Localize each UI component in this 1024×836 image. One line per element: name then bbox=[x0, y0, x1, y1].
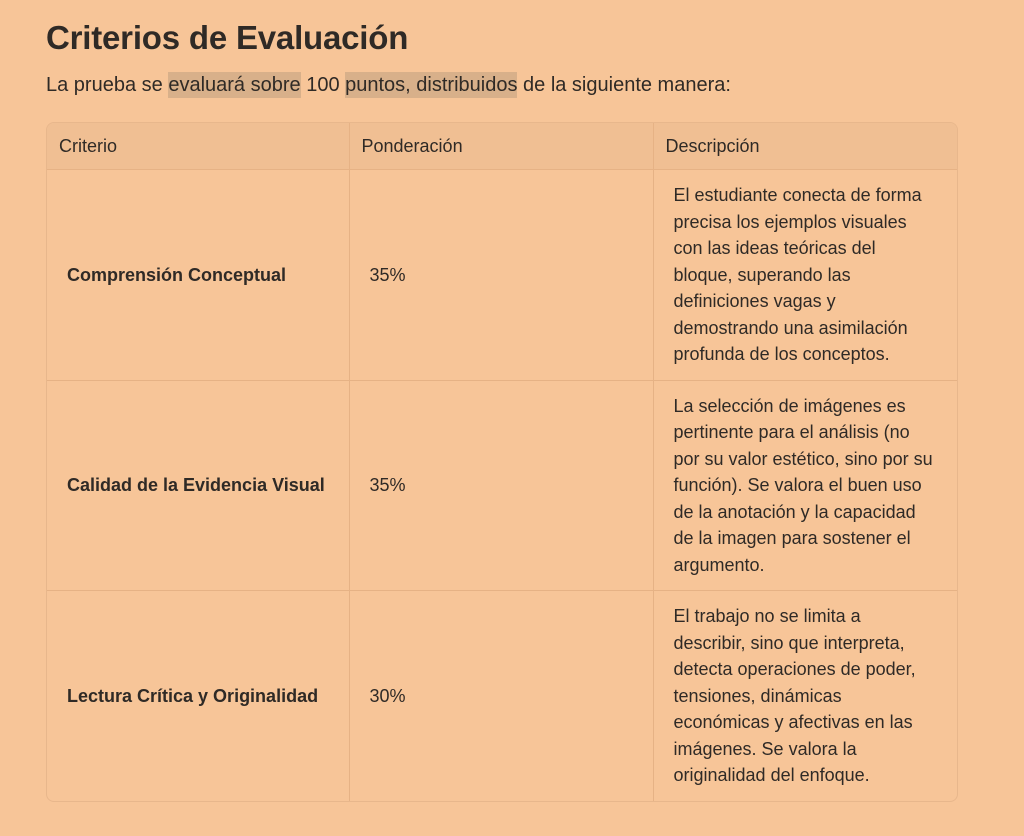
table-row bbox=[47, 380, 957, 591]
ponderacion-cell: 35% bbox=[349, 170, 653, 381]
intro-text-1: La prueba se bbox=[46, 74, 169, 96]
criteria-table-container bbox=[46, 122, 958, 802]
table-row bbox=[47, 170, 957, 381]
descripcion-cell: La selección de imágenes es pertinente para el análisis (no por su valor estético, sino por su función). Se valora el buen uso de la anotación y la capacidad de la imagen para sostener el argumento. bbox=[653, 380, 957, 591]
intro-paragraph bbox=[46, 70, 978, 100]
table-row bbox=[47, 591, 957, 801]
column-header-criterio: Criterio bbox=[47, 123, 349, 170]
ponderacion-cell: 35% bbox=[349, 380, 653, 591]
column-header-descripcion: Descripción bbox=[653, 123, 957, 170]
criterio-cell: Comprensión Conceptual bbox=[67, 264, 287, 285]
page-title: Criterios de Evaluación bbox=[46, 19, 409, 56]
criteria-table bbox=[47, 123, 957, 801]
descripcion-cell: El trabajo no se limita a describir, sino que interpreta, detecta operaciones de poder, tensiones, dinámicas económicas y afectivas en las imágenes. Se valora la originalidad del enfoque. bbox=[653, 591, 957, 801]
descripcion-cell: El estudiante conecta de forma precisa los ejemplos visuales con las ideas teóricas del bloque, superando las definiciones vagas y demostrando una asimilación profunda de los conceptos. bbox=[653, 170, 957, 381]
table-body bbox=[47, 170, 957, 801]
highlight-evaluara-sobre: evaluará sobre bbox=[168, 74, 301, 96]
table-header-row bbox=[47, 123, 957, 170]
highlight-puntos-distribuidos: puntos, distribuidos bbox=[345, 74, 518, 96]
ponderacion-cell: 30% bbox=[349, 591, 653, 801]
table-header bbox=[47, 123, 957, 170]
intro-text-2: 100 bbox=[300, 74, 346, 96]
intro-text-3: de la siguiente manera: bbox=[517, 74, 731, 96]
column-header-ponderacion: Ponderación bbox=[349, 123, 653, 170]
criterio-cell: Lectura Crítica y Originalidad bbox=[47, 591, 349, 801]
criterio-cell: Calidad de la Evidencia Visual bbox=[47, 380, 349, 591]
